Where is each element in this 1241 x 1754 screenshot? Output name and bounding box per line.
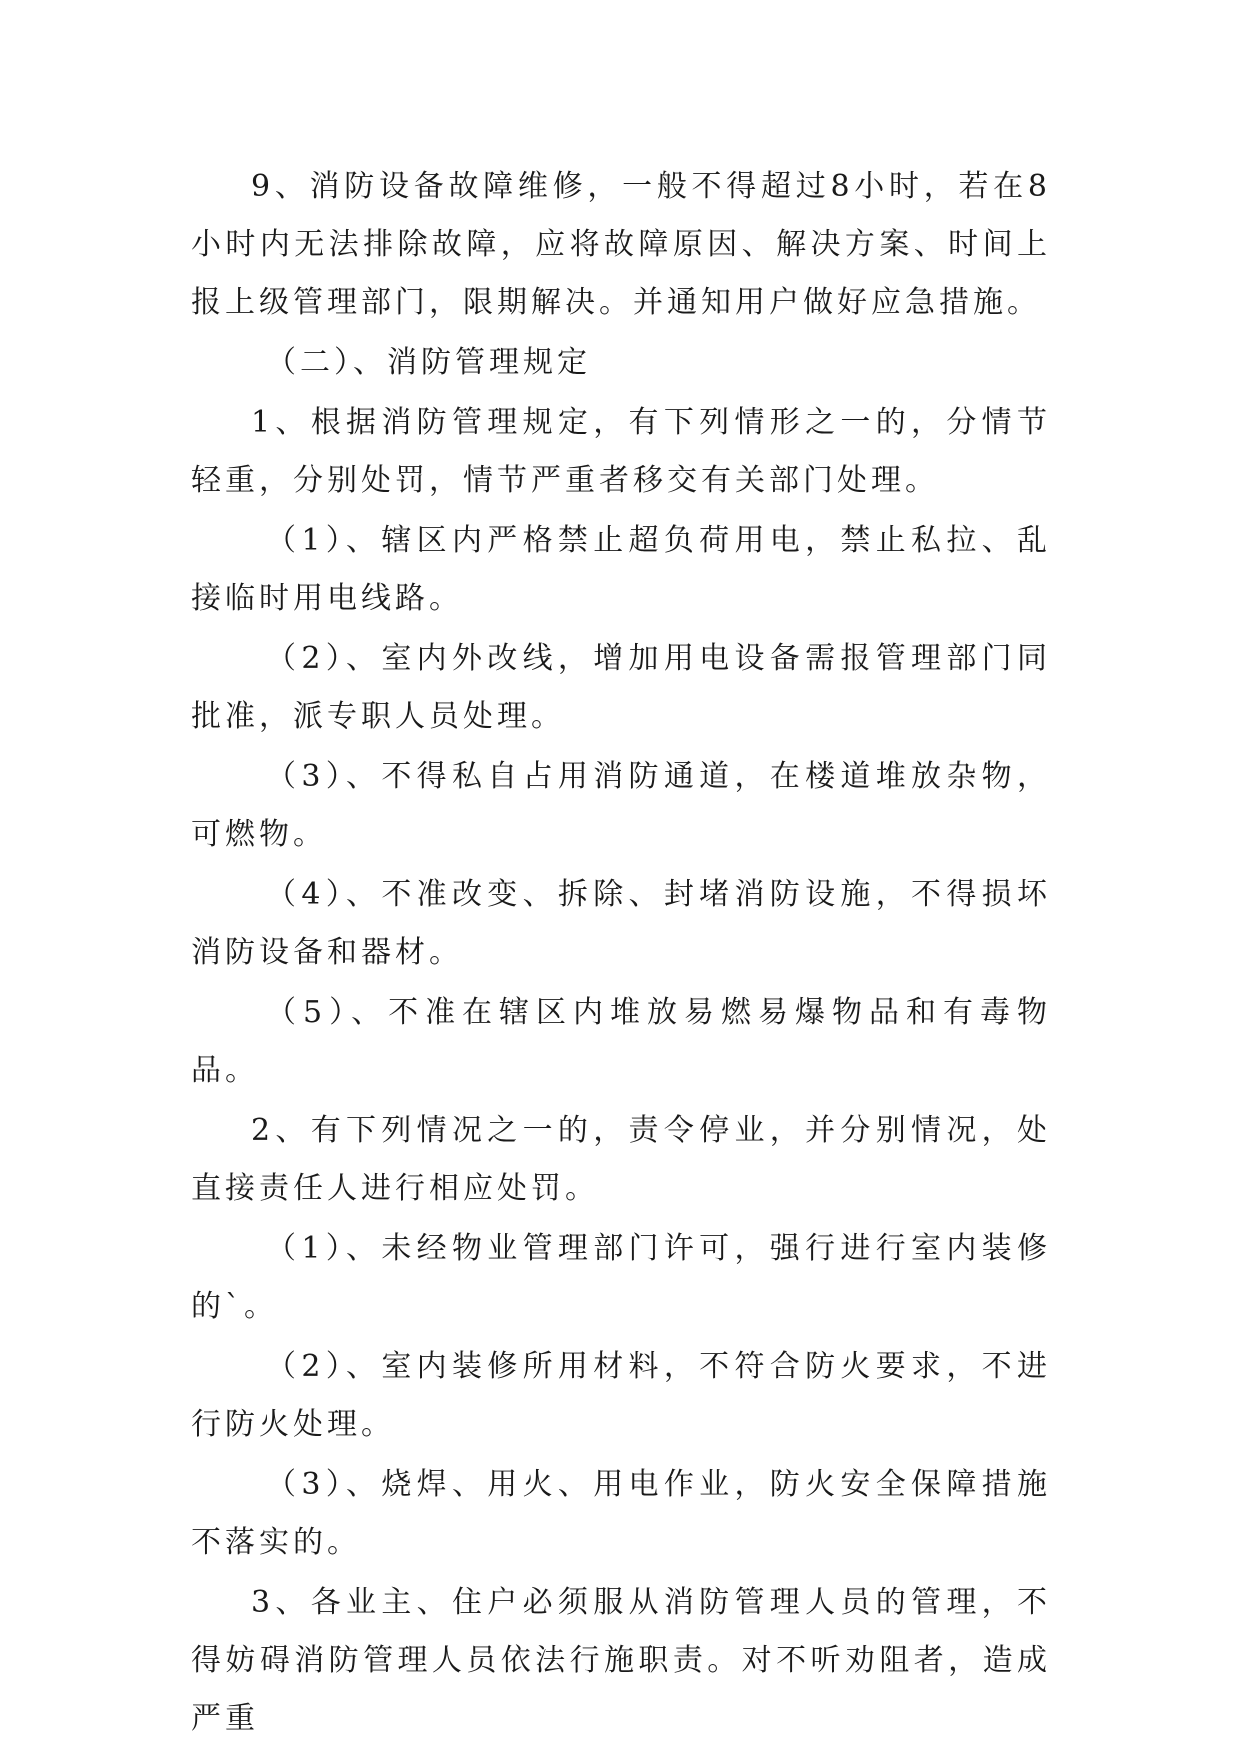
paragraph-rule-2-item-1: （1）、未经物业管理部门许可，强行进行室内装修的`。 — [191, 1231, 1051, 1324]
paragraph-rule-1-item-3: （3）、不得私自占用消防通道，在楼道堆放杂物，可燃物。 — [191, 759, 1051, 852]
paragraph-rule-1-item-1: （1）、辖区内严格禁止超负荷用电，禁止私拉、乱接临时用电线路。 — [191, 523, 1051, 616]
paragraph-rule-2-item-2: （2）、室内装修所用材料，不符合防火要求，不进行防火处理。 — [191, 1349, 1051, 1442]
paragraph-rule-2: 2、有下列情况之一的，责令停业，并分别情况，处直接责任人进行相应处罚。 — [191, 1113, 1051, 1206]
paragraph-rule-1-item-5: （5）、不准在辖区内堆放易燃易爆物品和有毒物品。 — [191, 995, 1051, 1088]
section-heading-fire-regulations: （二）、消防管理规定 — [266, 345, 591, 380]
paragraph-rule-1: 1、根据消防管理规定，有下列情形之一的，分情节轻重，分别处罚，情节严重者移交有关部门处理。 — [191, 405, 1051, 498]
paragraph-rule-3: 3、各业主、住户必须服从消防管理人员的管理，不得妨碍消防管理人员依法行施职责。对不听劝阻者，造成严重 — [191, 1585, 1051, 1736]
paragraph-rule-1-item-2: （2）、室内外改线，增加用电设备需报管理部门同批准，派专职人员处理。 — [191, 641, 1051, 734]
paragraph-equipment-repair: 9、消防设备故障维修，一般不得超过8小时，若在8小时内无法排除故障，应将故障原因、解决方案、时间上报上级管理部门，限期解决。并通知用户做好应急措施。 — [191, 169, 1051, 320]
paragraph-rule-2-item-3: （3）、烧焊、用火、用电作业，防火安全保障措施不落实的。 — [191, 1467, 1051, 1560]
paragraph-rule-1-item-4: （4）、不准改变、拆除、封堵消防设施，不得损坏消防设备和器材。 — [191, 877, 1051, 970]
document-body — [191, 158, 1051, 1750]
